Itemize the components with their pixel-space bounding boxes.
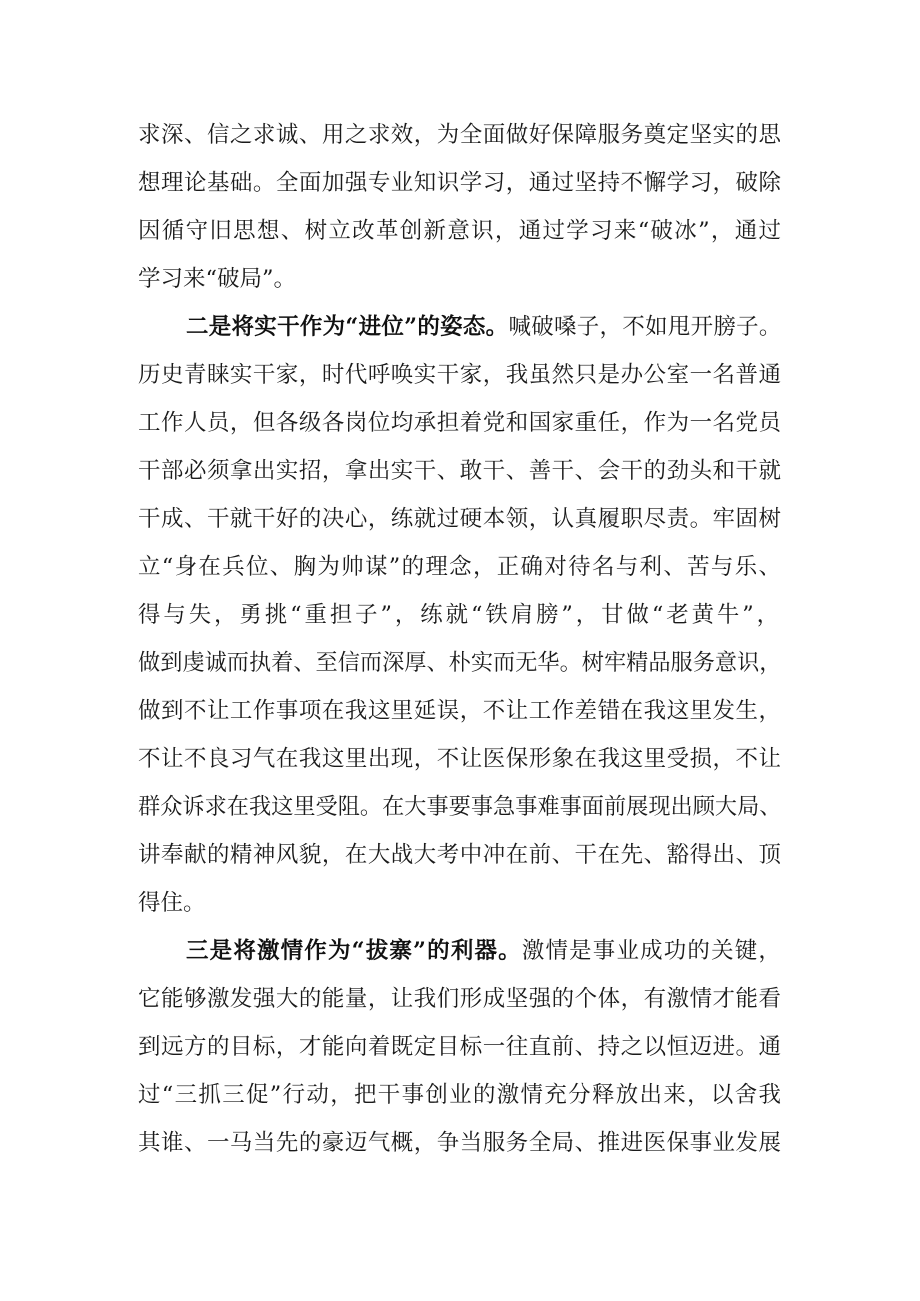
paragraph-line: 想理论基础。全面加强专业知识学习，通过坚持不懈学习，破除: [138, 170, 782, 196]
paragraph-line: 立“身在兵位、胸为帅谋”的理念，正确对待名与利、苦与乐、: [138, 554, 783, 580]
paragraph-line: 它能够激发强大的能量，让我们形成坚强的个体，有激情才能看: [138, 986, 782, 1012]
paragraph-line: 做到虔诚而执着、至信而深厚、朴实而无华。树牢精品服务意识，: [138, 650, 782, 676]
paragraph-line: 其谁、一马当先的豪迈气概，争当服务全局、推进医保事业发展: [138, 1130, 782, 1156]
section-2-first-line: [186, 312, 782, 342]
paragraph-line: 到远方的目标，才能向着既定目标一往直前、持之以恒迈进。通: [138, 1034, 782, 1060]
paragraph-line: 不让不良习气在我这里出现，不让医保形象在我这里受损，不让: [138, 746, 782, 772]
paragraph-line: 求深、信之求诚、用之求效，为全面做好保障服务奠定坚实的思: [138, 122, 782, 148]
section-2-lead-text: 喊破嗓子，不如甩开膀子。: [508, 314, 782, 340]
section-3-lead-text: 激情是事业成功的关键，: [521, 938, 783, 964]
section-3-first-line: [186, 936, 782, 966]
paragraph-line: 干成、干就干好的决心，练就过硬本领，认真履职尽责。牢固树: [138, 506, 782, 532]
paragraph-line: 群众诉求在我这里受阻。在大事要事急事难事面前展现出顾大局、: [138, 794, 782, 820]
paragraph-line: 得与失，勇挑“重担子”，练就“铁肩膀”，甘做“老黄牛”，: [138, 602, 783, 628]
paragraph-line: 工作人员，但各级各岗位均承担着党和国家重任，作为一名党员: [138, 410, 782, 436]
paragraph-line: 做到不让工作事项在我这里延误，不让工作差错在我这里发生，: [138, 698, 782, 724]
paragraph-line: 得住。: [138, 890, 206, 916]
paragraph-line: 讲奉献的精神风貌，在大战大考中冲在前、干在先、豁得出、顶: [138, 842, 782, 868]
section-3-heading: 三是将激情作为“拔寨”的利器。: [186, 938, 522, 964]
paragraph-line: 学习来“破局”。: [138, 266, 297, 292]
paragraph-line: 过“三抓三促”行动，把干事创业的激情充分释放出来，以舍我: [138, 1082, 783, 1108]
paragraph-line: 因循守旧思想、树立改革创新意识，通过学习来“破冰”，通过: [138, 218, 783, 244]
paragraph-line: 历史青睐实干家，时代呼唤实干家，我虽然只是办公室一名普通: [138, 362, 782, 388]
paragraph-line: 干部必须拿出实招，拿出实干、敢干、善干、会干的劲头和干就: [138, 458, 782, 484]
section-2-heading: 二是将实干作为“进位”的姿态。: [186, 314, 509, 340]
